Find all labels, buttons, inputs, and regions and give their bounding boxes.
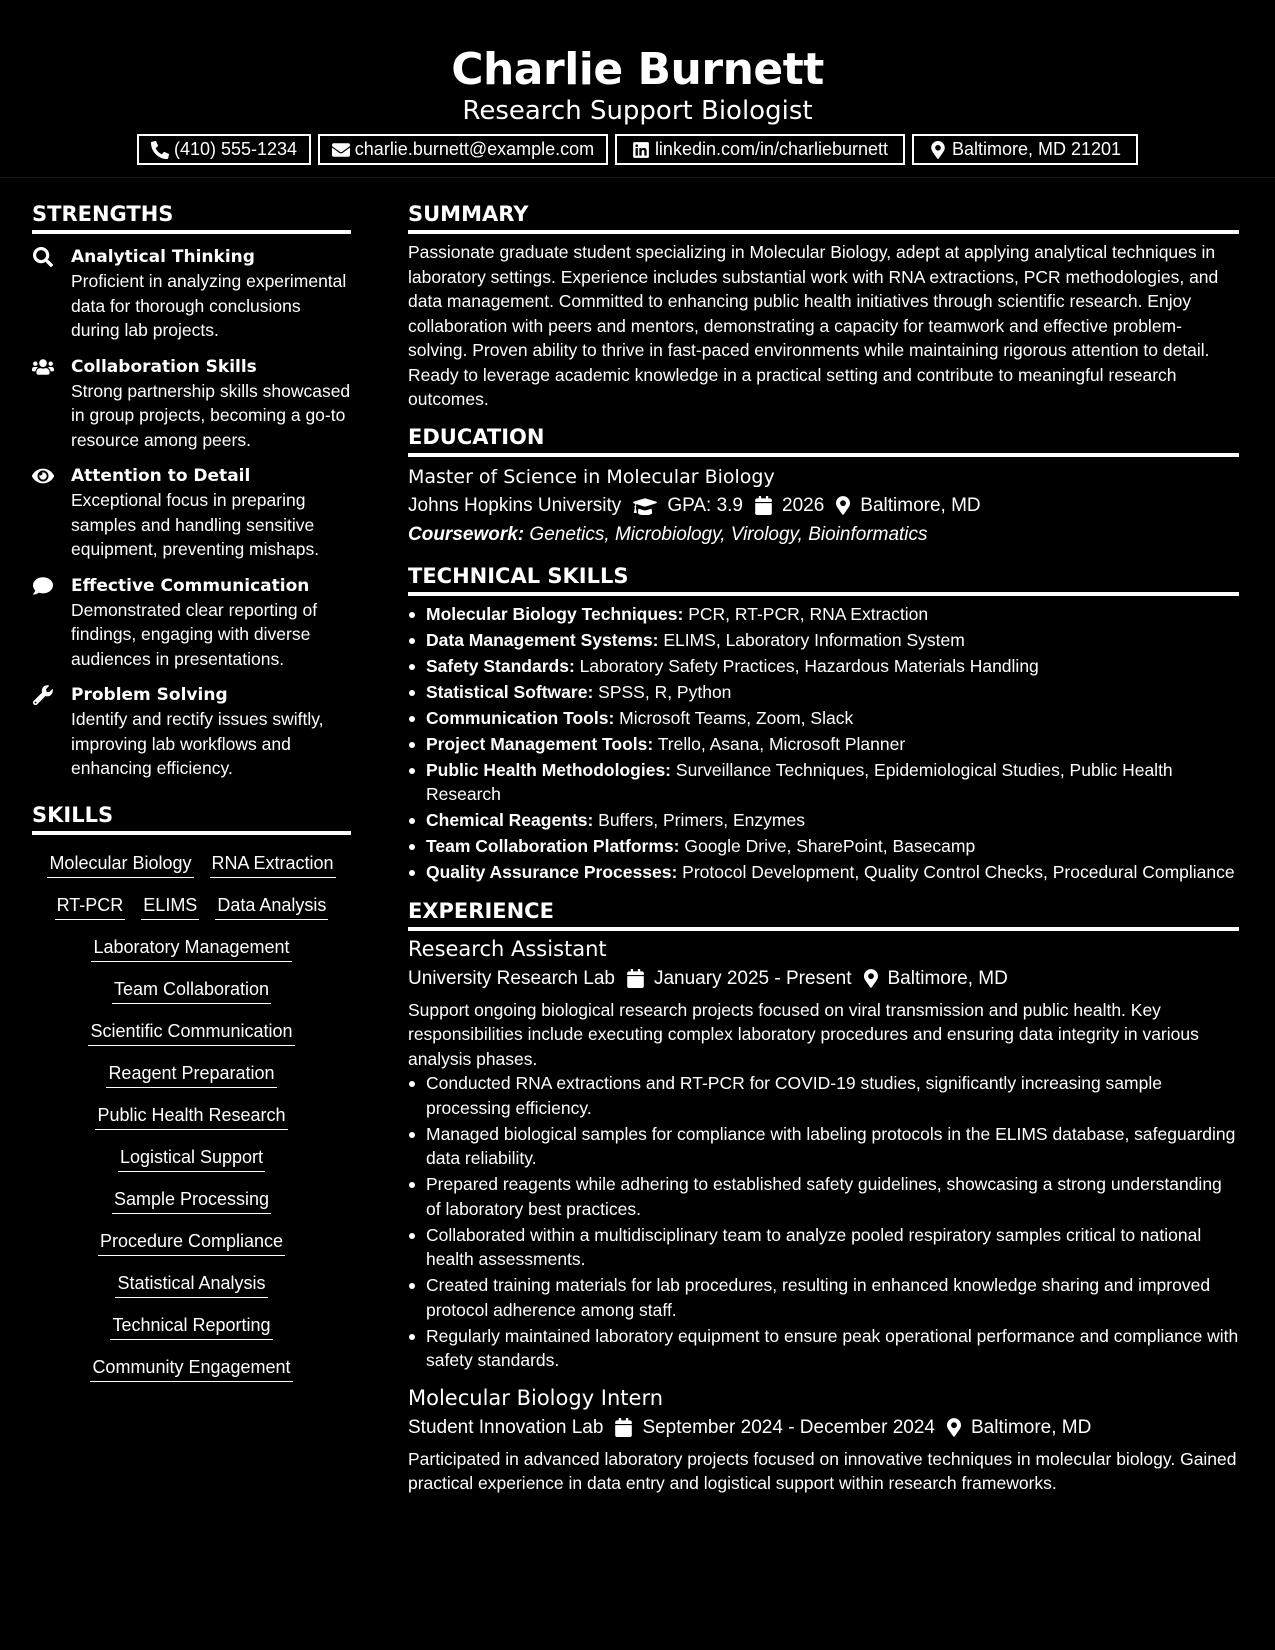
coursework-list: Genetics, Microbiology, Virology, Bioinformatics [529,523,928,545]
strength-title: Effective Communication [71,575,310,596]
skill-tag: RNA Extraction [210,851,336,878]
job-summary: Participated in advanced laboratory projects focused on innovative techniques in molecular biology. Gained practical experience in data entry and logistical support within research frameworks. [408,1448,1237,1493]
coursework-label: Coursework: [408,523,525,545]
skills-list [32,851,351,1382]
education-meta [408,493,1239,519]
email-text: charlie.burnett@example.com [354,139,595,159]
tech-skill-value: Trello, Asana, Microsoft Planner [657,733,906,754]
education-location: Baltimore, MD [860,494,981,516]
job-dates: September 2024 - December 2024 [642,1416,935,1438]
job-location: Baltimore, MD [971,1416,1092,1438]
map-marker-icon [947,1418,961,1437]
skill-tag: Public Health Research [95,1103,287,1130]
job-entry [408,935,1239,1373]
list-item: Collaborated within a multidisciplinary team to analyze pooled respiratory samples critical to national health assessments. [408,1223,1239,1272]
strength-title: Attention to Detail [71,466,251,486]
envelope-icon [332,141,350,159]
job-title: Research Assistant [408,936,607,961]
list-item: Regularly maintained laboratory equipment to ensure peak operational performance and compliance with safety standards. [408,1324,1239,1373]
strength-desc: Strong partnership skills showcased in group projects, becoming a go-to resource among peers. [71,380,351,450]
candidate-name: Charlie Burnett [451,44,824,95]
calendar-icon [615,1418,632,1437]
education-heading: EDUCATION [408,423,1239,457]
linkedin-text: linkedin.com/in/charlieburnett [654,139,889,159]
tech-skill-value: SPSS, R, Python [598,681,732,702]
strength-desc: Proficient in analyzing experimental data for thorough conclusions during lab projects. [71,271,347,340]
education-year: 2026 [782,494,825,516]
education-coursework [408,522,1239,548]
education-gpa: GPA: 3.9 [667,494,743,516]
skill-tag: RT-PCR [55,893,126,920]
education-degree: Master of Science in Molecular Biology [408,465,775,488]
technical-skills-list [408,602,1239,885]
tech-skill-label: Quality Assurance Processes: [426,862,678,882]
search-icon [32,247,54,267]
job-title: Molecular Biology Intern [408,1385,664,1410]
job-org: Student Innovation Lab [408,1416,604,1438]
skill-tag: Logistical Support [118,1145,265,1172]
experience-heading: EXPERIENCE [408,897,1239,931]
map-marker-icon [836,496,850,515]
summary-text: Passionate graduate student specializing in Molecular Biology, adept at applying analytical techniques in laboratory settings. Experience includes substantial work with RNA extractions, PCR methodologies, and data management. Committed to enhancing public health initiatives through scientific research. Enjoy collaboration with peers and mentors, demonstrating a capacity for teamwork and effective problem-solving. Proven ability to thrive in fast-paced environments while maintaining rigorous attention to detail. Ready to leverage academic knowledge in a practical setting and contribute to meaningful research outcomes. [408,242,1219,409]
list-item [408,758,1239,807]
list-item [408,834,1239,859]
job-dates: January 2025 - Present [653,967,852,989]
tech-skill-label: Safety Standards: [426,655,575,676]
skill-tag: Data Analysis [215,893,328,920]
job-bullets [408,1071,1239,1373]
tech-skill-label: Data Management Systems: [426,629,659,650]
education-school: Johns Hopkins University [408,494,622,516]
list-item [408,680,1239,705]
tech-skill-label: Statistical Software: [426,681,594,702]
job-entry [408,1384,1239,1496]
map-marker-icon [864,969,878,988]
strength-item [32,464,351,562]
map-marker-icon [929,141,947,159]
strength-title: Collaboration Skills [71,356,257,377]
technical-skills-heading: TECHNICAL SKILLS [408,562,1239,596]
strength-item [32,574,351,672]
tech-skill-value: Buffers, Primers, Enzymes [598,810,805,830]
strength-desc: Exceptional focus in preparing samples and handling sensitive equipment, preventing mishaps. [71,490,320,559]
list-item: Prepared reagents while adhering to established safety guidelines, showcasing a strong understanding of laboratory best practices. [408,1172,1239,1221]
skill-tag: Molecular Biology [47,851,193,878]
wrench-icon [32,685,54,705]
linkedin-icon [632,141,650,159]
strength-desc: Identify and rectify issues swiftly, improving lab workflows and enhancing efficiency. [71,709,324,778]
skill-tag: Laboratory Management [91,935,291,962]
tech-skill-label: Project Management Tools: [426,733,654,754]
skill-tag: Sample Processing [112,1187,271,1214]
strength-title: Problem Solving [71,685,228,705]
strength-item [32,355,351,453]
job-meta [408,966,1239,992]
tech-skill-label: Molecular Biology Techniques: [426,603,684,624]
strength-desc: Demonstrated clear reporting of findings, engaging with diverse audiences in presentations. [71,599,318,669]
contact-linkedin[interactable] [615,134,905,165]
phone-text: (410) 555-1234 [173,139,298,159]
candidate-title: Research Support Biologist [462,96,813,126]
contact-location[interactable] [912,134,1138,165]
skill-tag: Technical Reporting [110,1313,272,1340]
tech-skill-value: ELIMS, Laboratory Information System [663,629,965,650]
tech-skill-label: Team Collaboration Platforms: [426,836,680,856]
skill-tag: Statistical Analysis [115,1271,267,1298]
skills-heading: SKILLS [32,801,351,835]
contact-email[interactable] [318,134,608,165]
list-item [408,706,1239,731]
summary-heading: SUMMARY [408,200,1239,234]
job-summary: Support ongoing biological research projects focused on viral transmission and public health. Key responsibilities include executing complex laboratory procedures and ensuring data integrity in various analysis phases. [408,999,1199,1069]
job-meta [408,1415,1239,1441]
skill-tag: Team Collaboration [112,977,271,1004]
list-item [408,732,1239,757]
calendar-icon [627,969,644,988]
skill-tag: ELIMS [141,893,199,920]
comment-icon [32,576,54,596]
strengths-heading: STRENGTHS [32,200,351,234]
contact-phone[interactable] [137,134,311,165]
resume-header [0,0,1275,178]
list-item [408,808,1239,833]
right-column [408,178,1239,1496]
location-text: Baltimore, MD 21201 [951,139,1122,159]
tech-skill-value: Microsoft Teams, Zoom, Slack [619,707,854,728]
eye-icon [32,466,54,486]
strength-title: Analytical Thinking [71,247,255,267]
skill-tag: Community Engagement [90,1355,292,1382]
list-item [408,628,1239,653]
contact-bar [0,134,1275,165]
left-column [32,178,351,1382]
list-item [408,654,1239,679]
skill-tag: Procedure Compliance [98,1229,285,1256]
list-item: Conducted RNA extractions and RT-PCR for COVID-19 studies, significantly increasing sample processing efficiency. [408,1071,1239,1120]
tech-skill-label: Chemical Reagents: [426,810,594,830]
calendar-icon [755,496,772,515]
list-item [408,860,1239,885]
job-org: University Research Lab [408,967,615,989]
tech-skill-value: PCR, RT-PCR, RNA Extraction [688,603,929,624]
list-item: Created training materials for lab procedures, resulting in enhanced knowledge sharing and improved protocol adherence among staff. [408,1273,1239,1322]
tech-skill-label: Communication Tools: [426,707,615,728]
tech-skill-value: Laboratory Safety Practices, Hazardous Materials Handling [579,655,1039,676]
tech-skill-value: Protocol Development, Quality Control Checks, Procedural Compliance [682,862,1235,882]
graduation-cap-icon [633,496,657,515]
skill-tag: Scientific Communication [88,1019,294,1046]
strength-item [32,683,351,781]
list-item: Managed biological samples for compliance with labeling protocols in the ELIMS database, safeguarding data reliability. [408,1122,1239,1171]
tech-skill-label: Public Health Methodologies: [426,759,672,780]
list-item [408,602,1239,627]
users-icon [32,357,54,377]
tech-skill-value: Google Drive, SharePoint, Basecamp [684,836,976,856]
job-location: Baltimore, MD [887,967,1008,989]
skill-tag: Reagent Preparation [106,1061,276,1088]
phone-icon [151,141,169,159]
tech-skill-value: Surveillance Techniques, Epidemiological Studies, Public Health Research [426,759,1173,804]
strength-item [32,245,351,343]
